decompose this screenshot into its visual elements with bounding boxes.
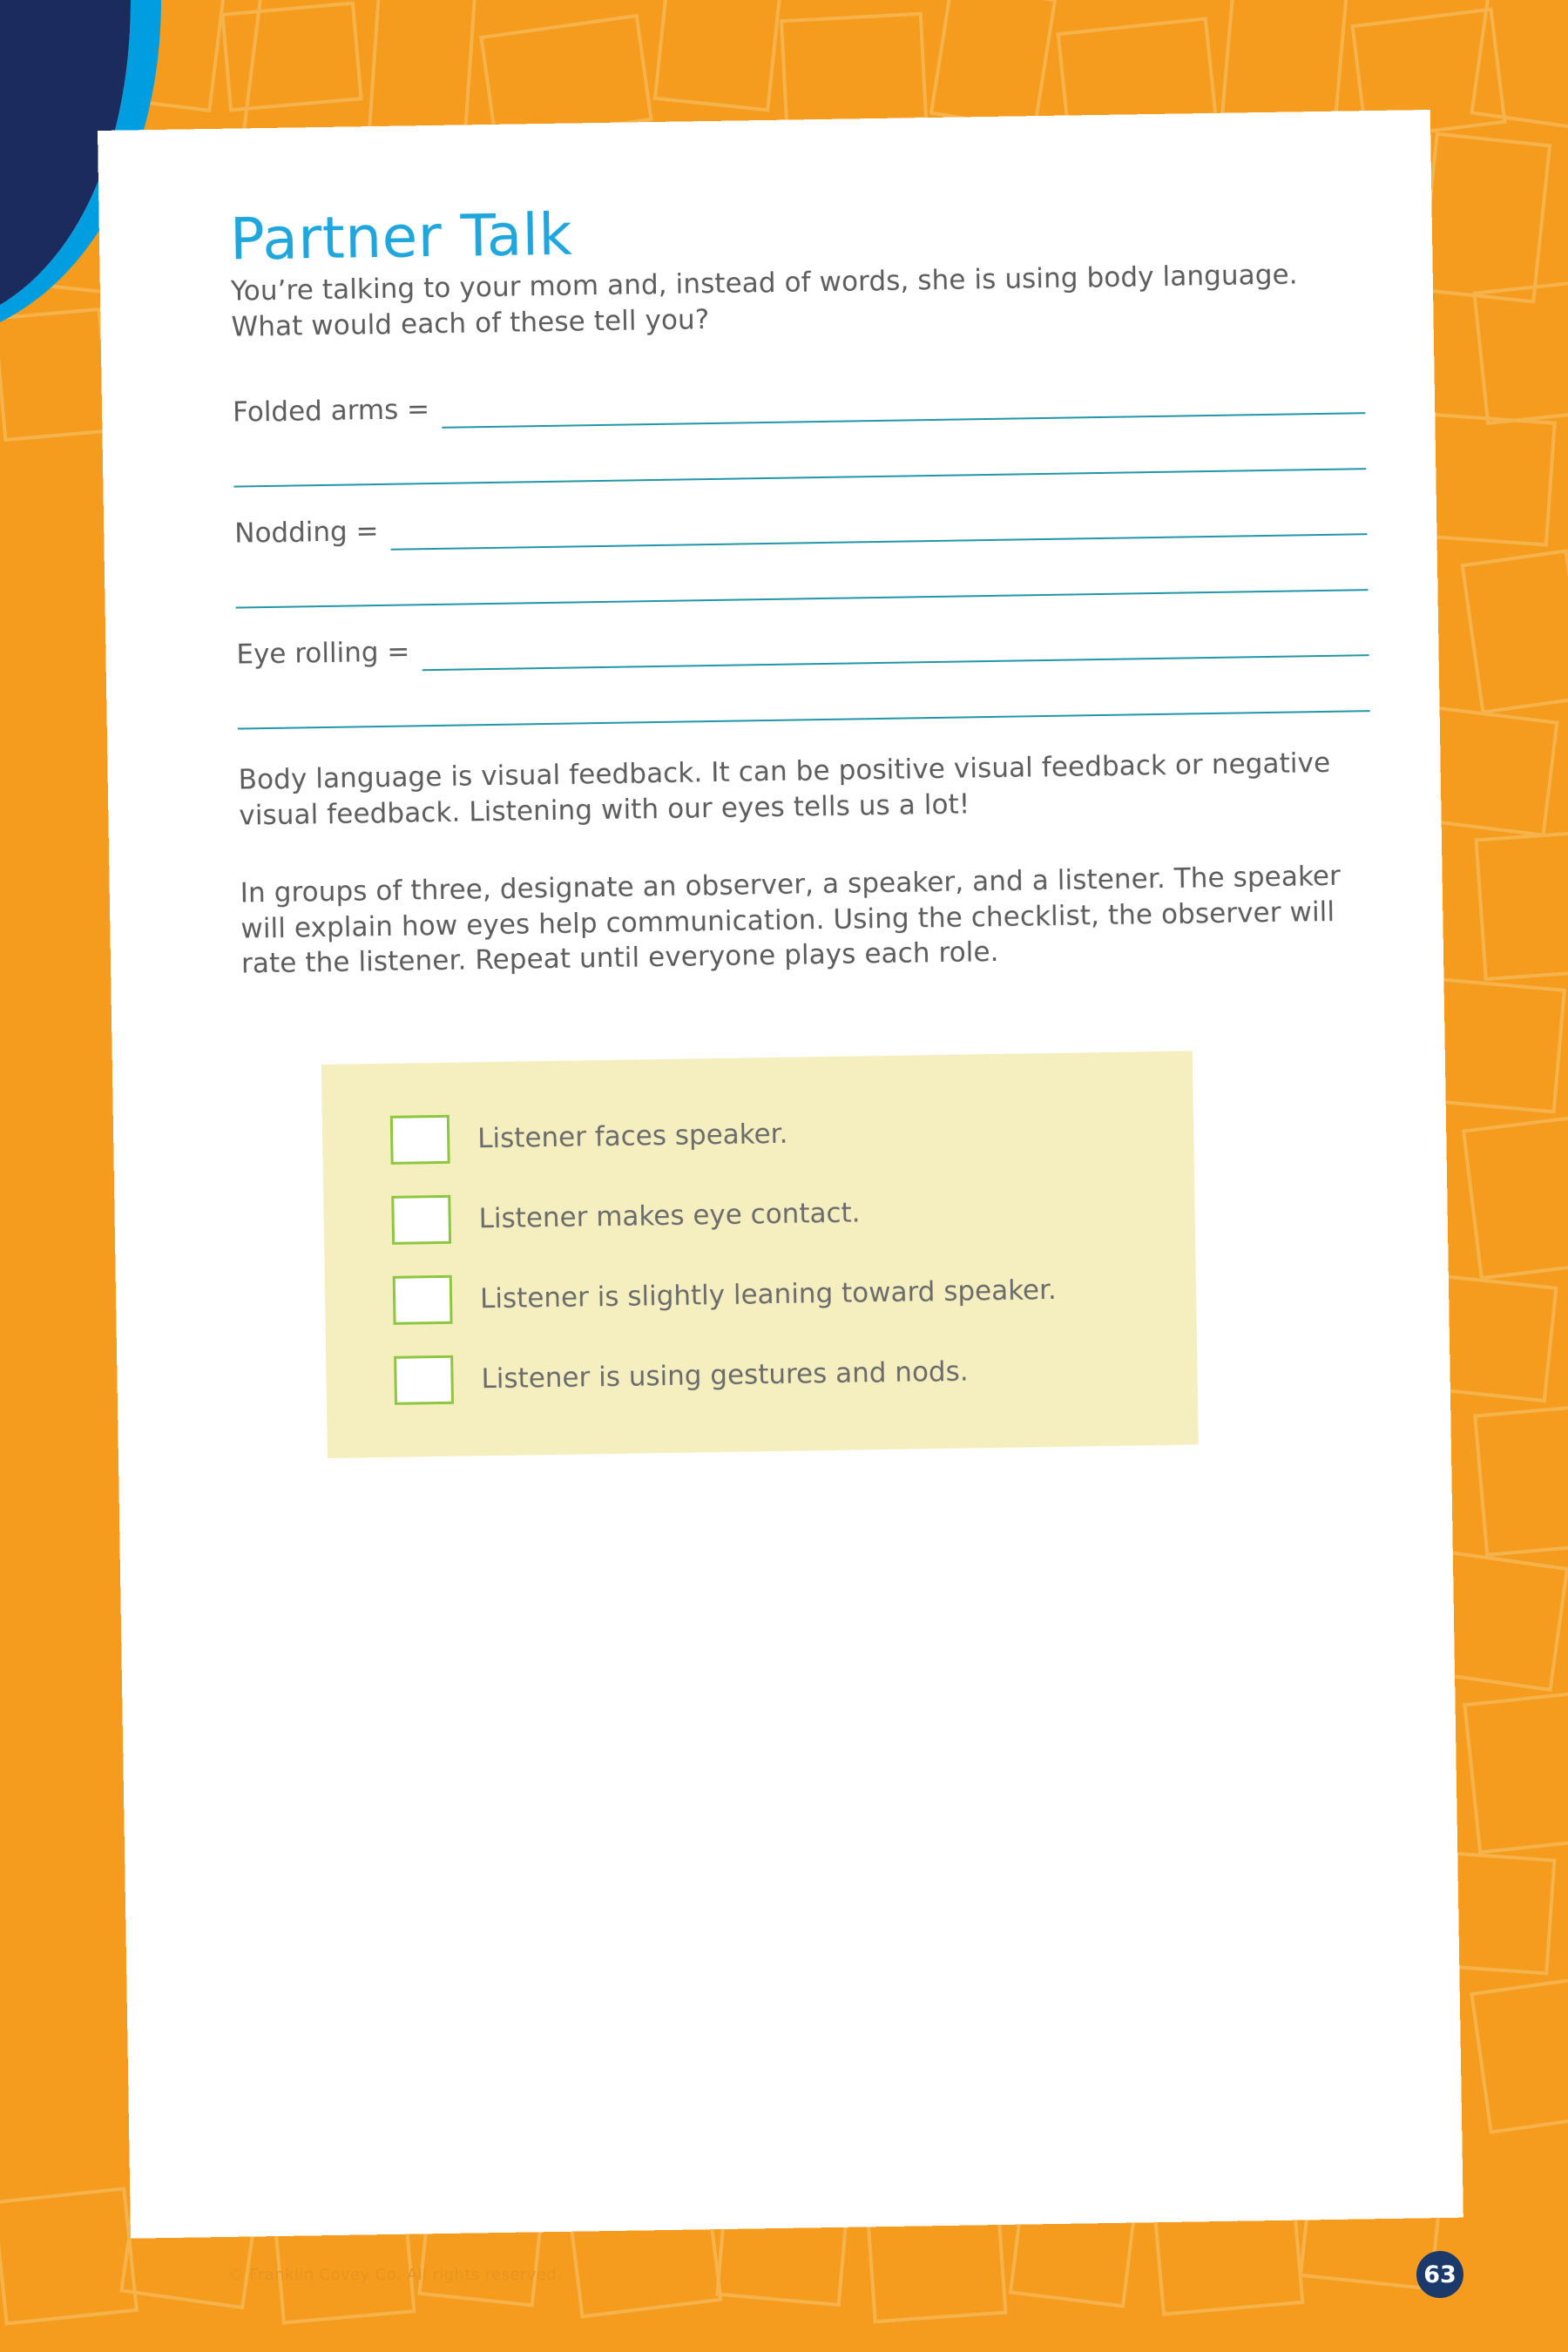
checkbox-icon[interactable]	[394, 1355, 454, 1405]
answer-line[interactable]	[391, 533, 1368, 551]
prompt-nodding	[234, 503, 1368, 608]
checklist-item[interactable]	[323, 1168, 1195, 1262]
answer-line[interactable]	[238, 710, 1370, 729]
checkbox-icon[interactable]	[390, 1115, 450, 1165]
checklist-item-label: Listener is using gestures and nods.	[481, 1355, 969, 1396]
checklist-item[interactable]	[326, 1328, 1198, 1423]
checklist-item[interactable]	[322, 1088, 1194, 1182]
prompt-eye-rolling	[236, 624, 1369, 729]
checklist-item-label: Listener faces speaker.	[476, 1119, 788, 1155]
answer-line[interactable]	[442, 412, 1365, 429]
copyright-notice: © Franklin Covey Co. All rights reserved.	[228, 2266, 563, 2284]
answer-line[interactable]	[422, 654, 1369, 671]
checklist-item[interactable]	[324, 1248, 1196, 1342]
prompt-label: Eye rolling =	[236, 636, 410, 671]
answer-line[interactable]	[236, 589, 1369, 608]
checklist-item-label: Listener makes eye contact.	[478, 1197, 861, 1235]
prompt-list	[233, 382, 1370, 729]
prompt-folded-arms	[233, 382, 1366, 487]
checkbox-icon[interactable]	[393, 1275, 453, 1325]
intro-paragraph: You’re talking to your mom and, instead of words, she is using body language. What would each of these tell you?	[230, 259, 1298, 343]
observer-checklist	[321, 1051, 1199, 1459]
answer-line[interactable]	[233, 468, 1366, 487]
prompt-label: Nodding =	[233, 515, 379, 550]
checklist-item-label: Listener is slightly leaning toward speaker.	[479, 1274, 1058, 1315]
body-paragraph-1: Body language is visual feedback. It can be positive visual feedback or negative visual feedback. Listening with our eyes tells us a lot!	[238, 747, 1331, 832]
page-title: Partner Talk	[229, 200, 573, 274]
prompt-label: Folded arms =	[232, 393, 430, 429]
body-paragraph-2: In groups of three, designate an observer, a speaker, and a listener. The speaker will explain how eyes help communication. Using the checklist, the observer will rate the listener. Repeat until everyone plays each role.	[240, 860, 1342, 980]
checkbox-icon[interactable]	[391, 1195, 451, 1245]
content-card	[98, 110, 1463, 2239]
page-number-badge: 63	[1416, 2251, 1463, 2298]
